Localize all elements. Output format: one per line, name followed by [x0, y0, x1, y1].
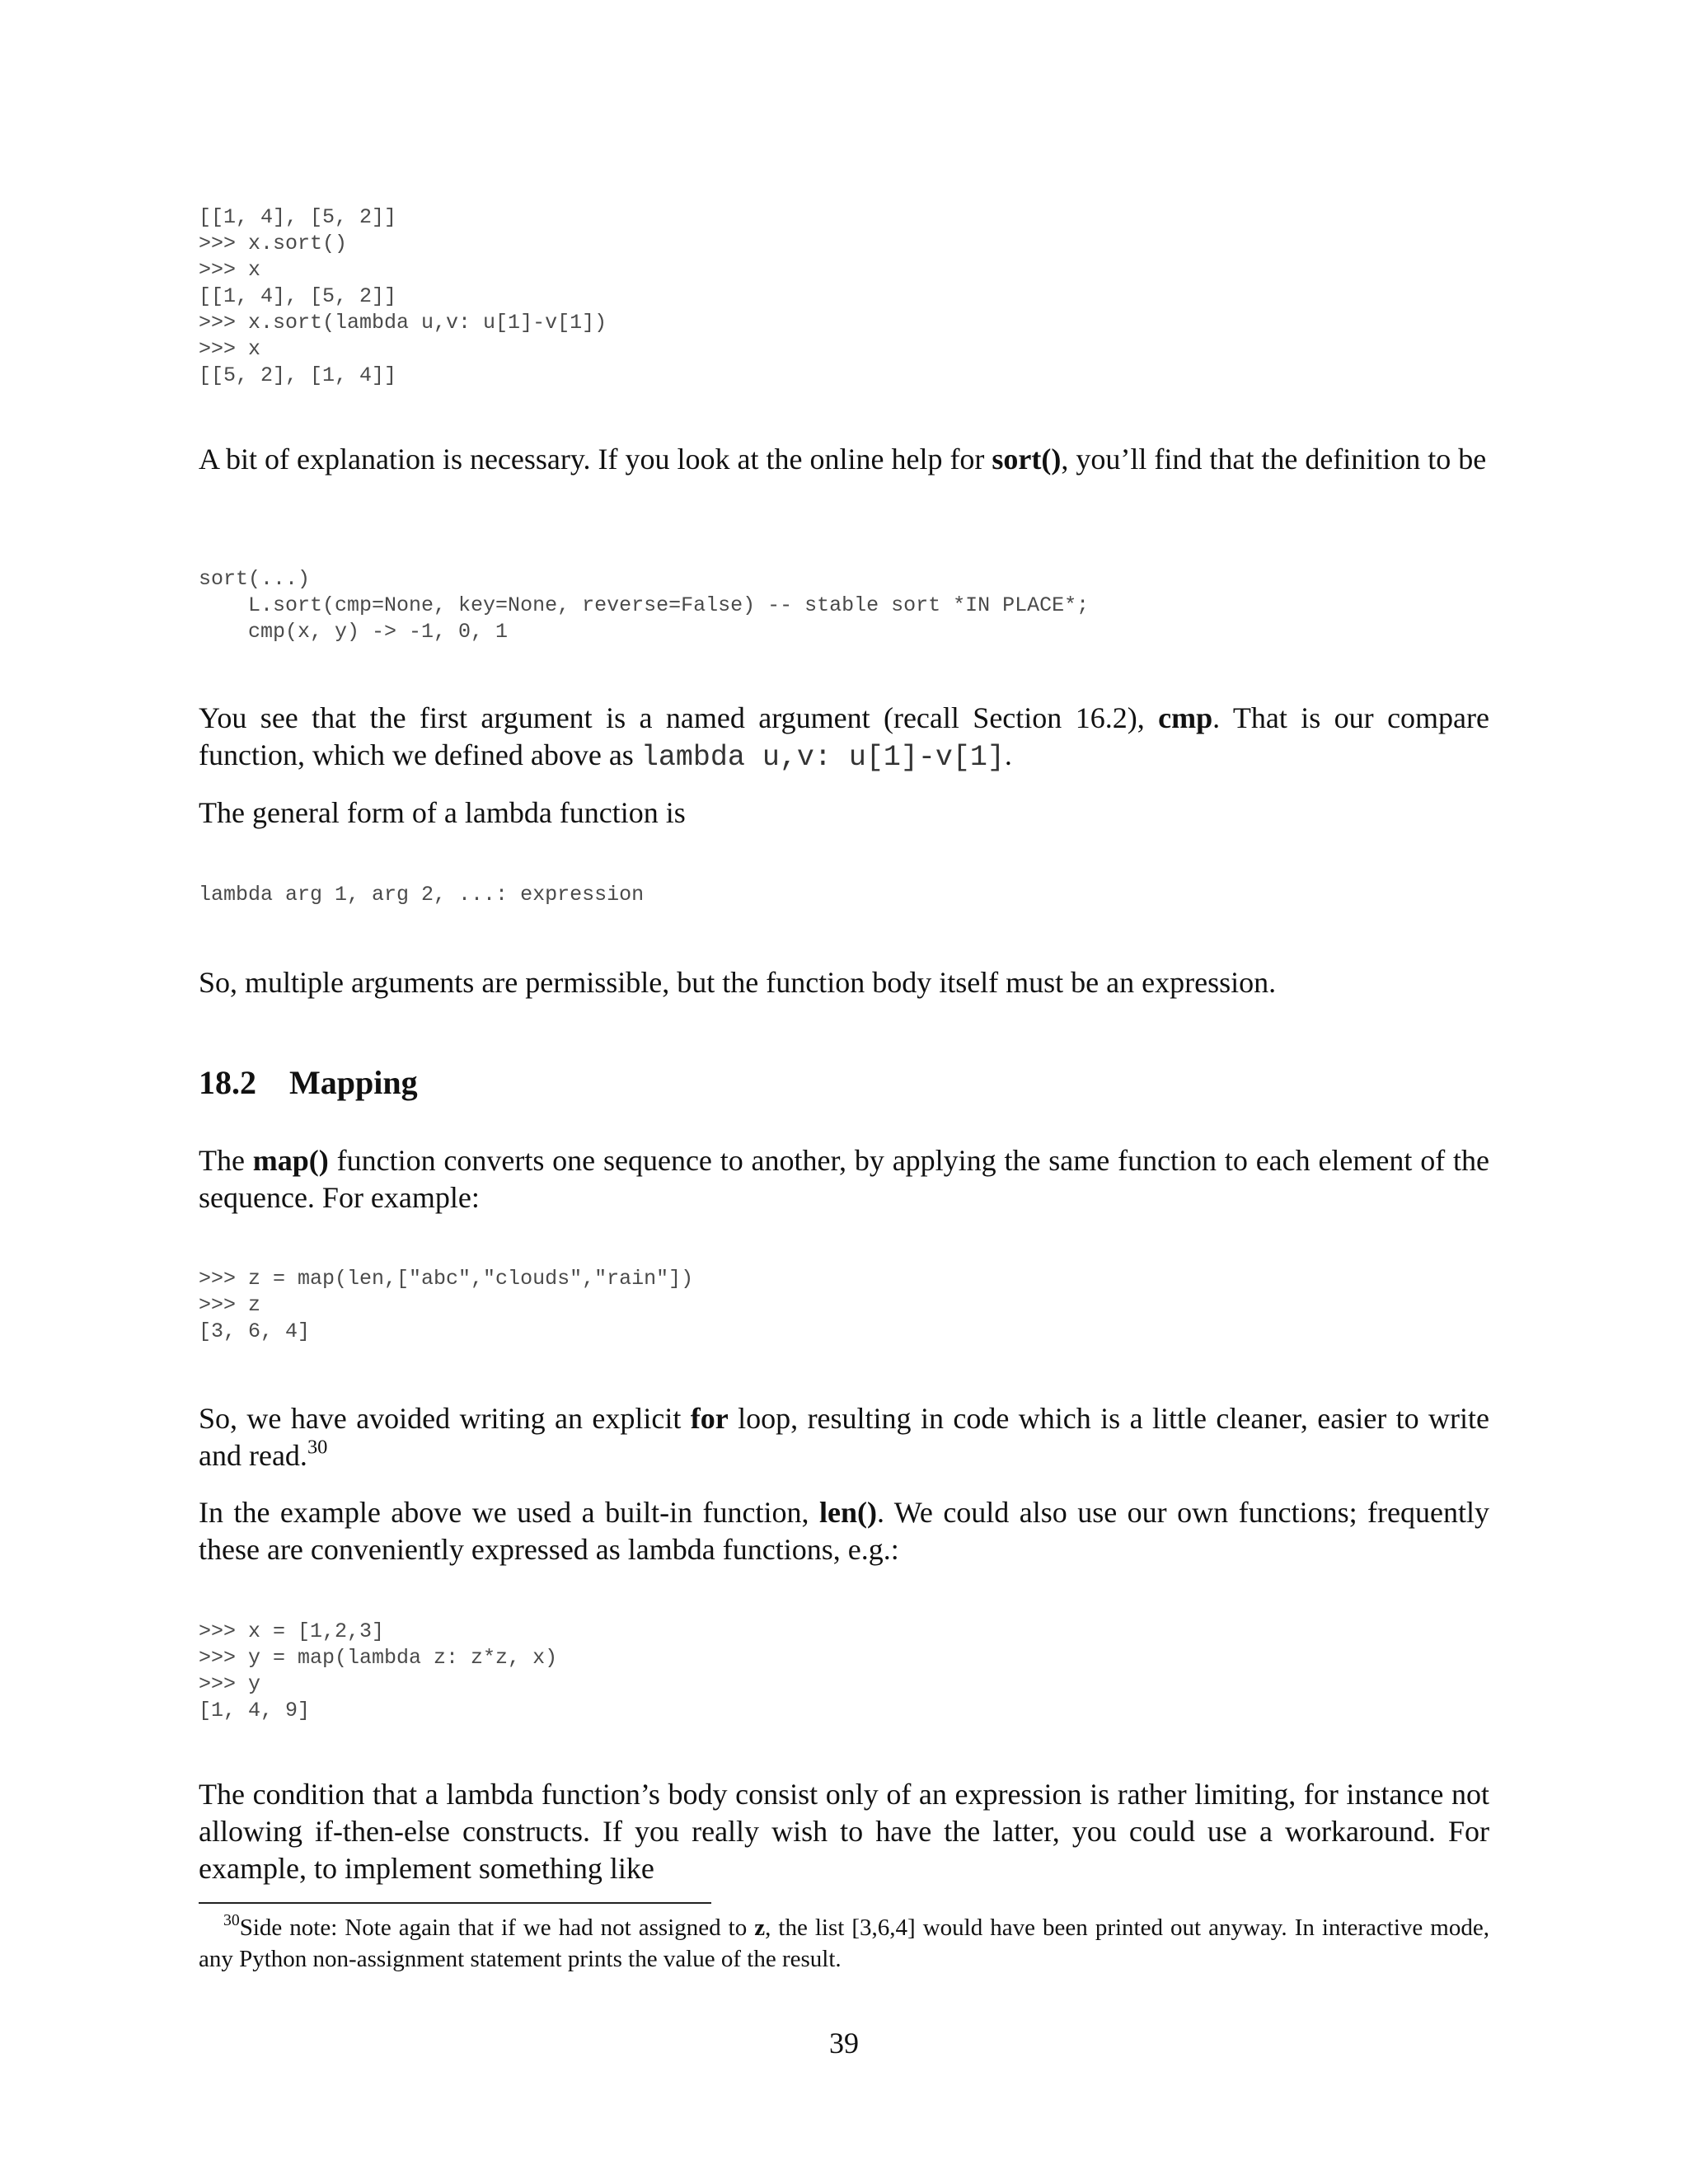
text: loop, resulting in code which is a little cleaner, easier to write and read. [199, 1402, 1489, 1472]
paragraph-builtin-function [199, 1494, 1489, 1568]
page-number: 39 [829, 2027, 859, 2060]
bold-text: len() [818, 1496, 877, 1529]
inline-code: lambda u,v: u[1]-v[1] [640, 741, 1005, 774]
text: A bit of explanation is necessary. If you look at the online help for [199, 443, 992, 476]
text: You see that the first argument is a named argument (recall Section 16.2), [199, 701, 1159, 734]
footnote [199, 1912, 1489, 1975]
text: The [199, 1144, 253, 1177]
text: function converts one sequence to another, by applying the same function to each element of the sequence. For example: [199, 1144, 1490, 1214]
text: , you’ll find that the definition to be [1061, 443, 1487, 476]
bold-text: map() [252, 1144, 329, 1177]
section-heading [199, 1063, 418, 1103]
text: . We could also use our own functions; frequently these are conveniently expressed as lambda functions, e.g.: [199, 1496, 1489, 1566]
bold-text: z [754, 1915, 766, 1941]
code-block-sort-help: sort(...) L.sort(cmp=None, key=None, reverse=False) -- stable sort *IN PLACE*; cmp(x, y) -> -1, 0, 1 [199, 567, 1090, 644]
paragraph-lambda-general-form: The general form of a lambda function is [199, 796, 686, 829]
footnote-mark: 30 [223, 1911, 240, 1930]
section-number: 18.2 [199, 1064, 256, 1101]
text: In the example above we used a built-in function, [199, 1496, 819, 1529]
code-block-lambda-syntax: lambda arg 1, arg 2, ...: expression [199, 883, 645, 907]
code-block-map-lambda: >>> x = [1,2,3] >>> y = map(lambda z: z*z, x) >>> y [1, 4, 9] [199, 1619, 558, 1722]
paragraph-for-loop [199, 1400, 1489, 1474]
code-block-map-len: >>> z = map(len,["abc","clouds","rain"]) >>> z [3, 6, 4] [199, 1267, 694, 1343]
paragraph-multiple-arguments: So, multiple arguments are permissible, but the function body itself must be an expression. [199, 966, 1277, 999]
paragraph-lambda-limitation: The condition that a lambda function’s body consist only of an expression is rather limiting, for instance not allowing if-then-else constructs. If you really wish to have the latter, you could use a workaround. For example, to implement something like [199, 1778, 1489, 1885]
text: , the list [3,6,4] would have been printed out anyway. In interactive mode, any Python non-assignment statement prints the value of the result. [199, 1915, 1489, 1972]
bold-text: sort() [992, 443, 1062, 476]
section-title: Mapping [289, 1064, 418, 1101]
bold-text: for [690, 1402, 729, 1435]
bold-text: cmp [1158, 701, 1213, 734]
paragraph-sort-explanation [199, 441, 1489, 478]
text: Side note: Note again that if we had not assigned to [239, 1915, 755, 1941]
text: . [1004, 738, 1012, 771]
paragraph-cmp-argument [199, 700, 1489, 776]
text: . That is our compare function, which we defined above as [199, 701, 1490, 771]
text: So, we have avoided writing an explicit [199, 1402, 691, 1435]
footnote-reference: 30 [307, 1436, 328, 1459]
footnote-divider [199, 1902, 711, 1904]
code-block-sort-example: [[1, 4], [5, 2]] >>> x.sort() >>> x [[1, 4], [5, 2]] >>> x.sort(lambda u,v: u[1]-v[1]) >>> x [[5, 2], [1, 4]] [199, 205, 607, 387]
paragraph-map-intro [199, 1142, 1489, 1216]
